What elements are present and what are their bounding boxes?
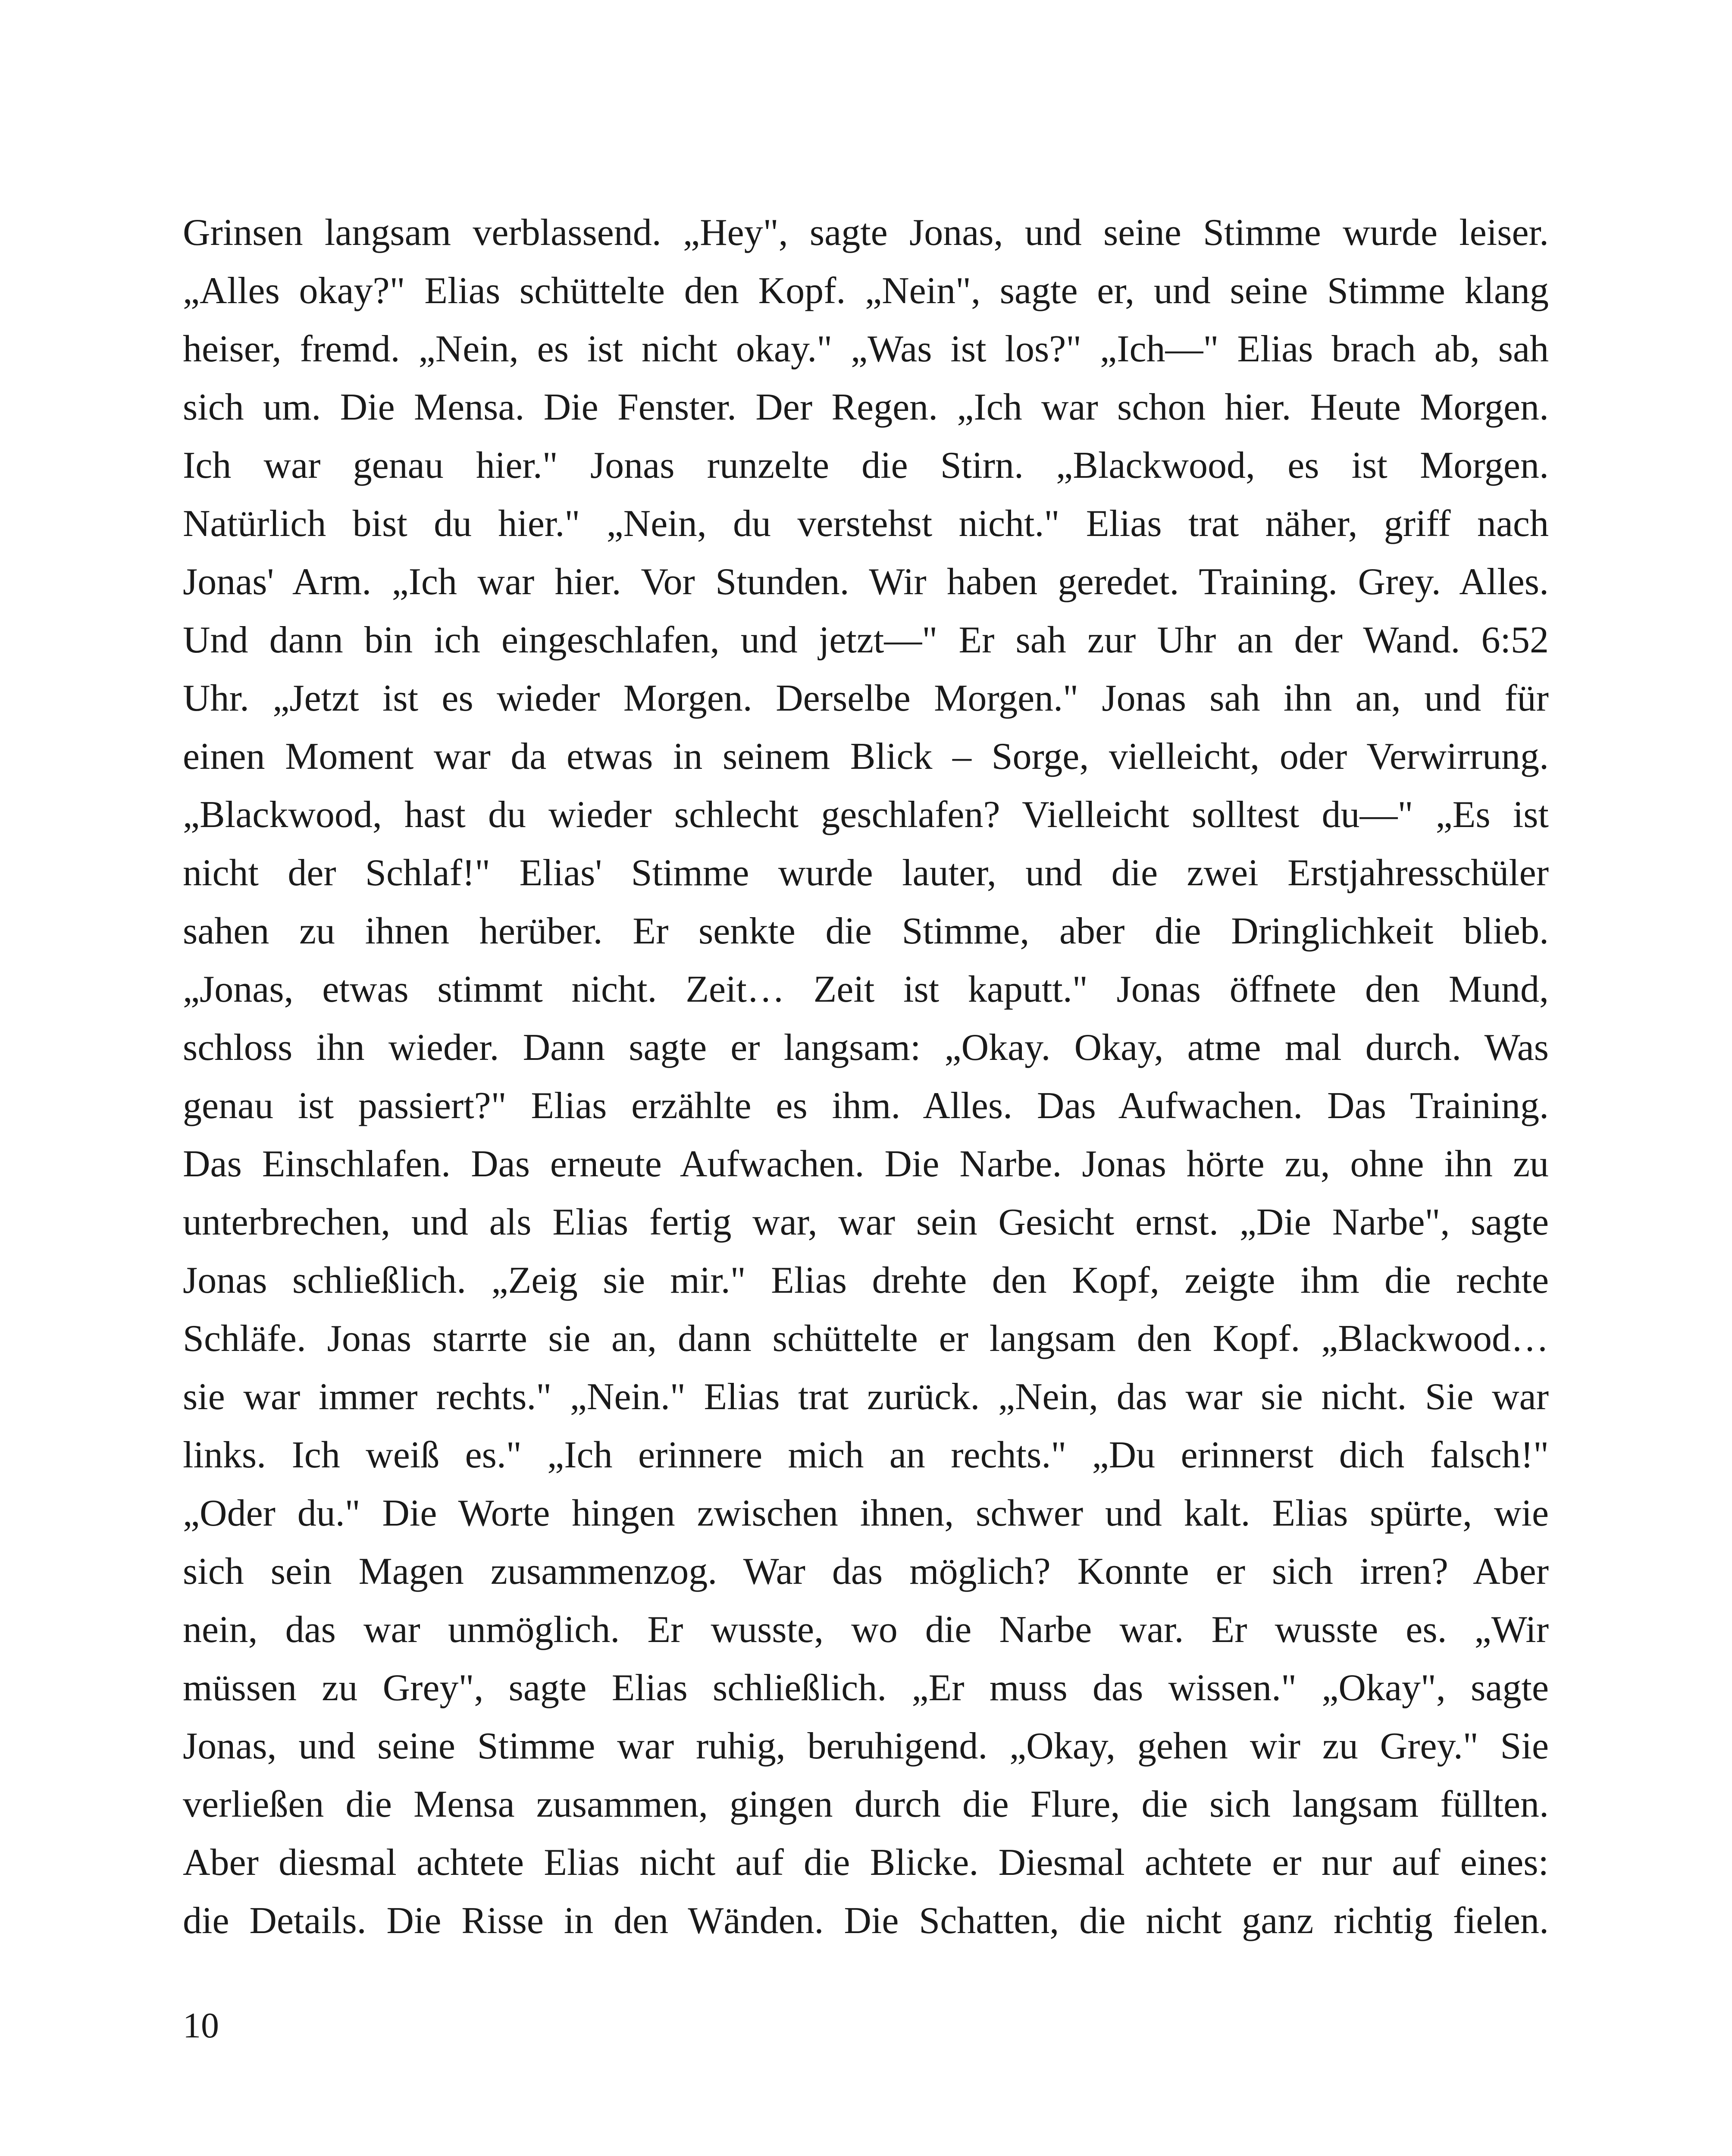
text-line-7: Jonas' Arm. „Ich war hier. Vor Stunden. Wir haben geredet. Training. Grey. Alles. — [183, 561, 1549, 603]
text-line-27: Jonas, und seine Stimme war ruhig, beruhigend. „Okay, gehen wir zu Grey." Sie — [183, 1725, 1549, 1767]
text-line-18: unterbrechen, und als Elias fertig war, war sein Gesicht ernst. „Die Narbe", sagte — [183, 1201, 1549, 1243]
text-line-28: verließen die Mensa zusammen, gingen durch die Flure, die sich langsam füllten. — [183, 1783, 1549, 1825]
text-line-13: sahen zu ihnen herüber. Er senkte die Stimme, aber die Dringlichkeit blieb. — [183, 910, 1549, 952]
page-number: 10 — [183, 2006, 219, 2046]
text-line-9: Uhr. „Jetzt ist es wieder Morgen. Derselbe Morgen." Jonas sah ihn an, und für — [183, 677, 1549, 719]
text-line-1: Grinsen langsam verblassend. „Hey", sagte Jonas, und seine Stimme wurde leiser. — [183, 212, 1549, 254]
text-line-30: die Details. Die Risse in den Wänden. Die Schatten, die nicht ganz richtig fielen. — [183, 1900, 1549, 1942]
text-line-5: Ich war genau hier." Jonas runzelte die Stirn. „Blackwood, es ist Morgen. — [183, 445, 1549, 486]
text-line-29: Aber diesmal achtete Elias nicht auf die Blicke. Diesmal achtete er nur auf eines: — [183, 1842, 1549, 1883]
text-line-20: Schläfe. Jonas starrte sie an, dann schüttelte er langsam den Kopf. „Blackwood… — [183, 1318, 1549, 1360]
text-line-22: links. Ich weiß es." „Ich erinnere mich an rechts." „Du erinnerst dich falsch!" — [183, 1434, 1549, 1476]
text-line-16: genau ist passiert?" Elias erzählte es ihm. Alles. Das Aufwachen. Das Training. — [183, 1085, 1549, 1127]
text-line-21: sie war immer rechts." „Nein." Elias trat zurück. „Nein, das war sie nicht. Sie war — [183, 1376, 1549, 1418]
text-line-11: „Blackwood, hast du wieder schlecht geschlafen? Vielleicht solltest du—" „Es ist — [183, 794, 1549, 836]
text-line-26: müssen zu Grey", sagte Elias schließlich. „Er muss das wissen." „Okay", sagte — [183, 1667, 1549, 1709]
text-line-15: schloss ihn wieder. Dann sagte er langsam: „Okay. Okay, atme mal durch. Was — [183, 1027, 1549, 1069]
text-line-19: Jonas schließlich. „Zeig sie mir." Elias drehte den Kopf, zeigte ihm die rechte — [183, 1260, 1549, 1301]
text-line-12: nicht der Schlaf!" Elias' Stimme wurde lauter, und die zwei Erstjahresschüler — [183, 852, 1549, 894]
text-line-14: „Jonas, etwas stimmt nicht. Zeit… Zeit ist kaputt." Jonas öffnete den Mund, — [183, 968, 1549, 1010]
text-line-3: heiser, fremd. „Nein, es ist nicht okay." „Was ist los?" „Ich—" Elias brach ab, sah — [183, 328, 1549, 370]
text-line-2: „Alles okay?" Elias schüttelte den Kopf. „Nein", sagte er, und seine Stimme klang — [183, 270, 1549, 312]
text-line-17: Das Einschlafen. Das erneute Aufwachen. Die Narbe. Jonas hörte zu, ohne ihn zu — [183, 1143, 1549, 1185]
text-line-10: einen Moment war da etwas in seinem Blick – Sorge, vielleicht, oder Verwirrung. — [183, 736, 1549, 777]
text-line-25: nein, das war unmöglich. Er wusste, wo die Narbe war. Er wusste es. „Wir — [183, 1609, 1549, 1651]
text-line-23: „Oder du." Die Worte hingen zwischen ihnen, schwer und kalt. Elias spürte, wie — [183, 1492, 1549, 1534]
body-text — [183, 204, 1549, 1950]
text-line-4: sich um. Die Mensa. Die Fenster. Der Regen. „Ich war schon hier. Heute Morgen. — [183, 386, 1549, 428]
text-line-24: sich sein Magen zusammenzog. War das möglich? Konnte er sich irren? Aber — [183, 1551, 1549, 1592]
text-line-6: Natürlich bist du hier." „Nein, du verstehst nicht." Elias trat näher, griff nach — [183, 503, 1549, 545]
text-line-8: Und dann bin ich eingeschlafen, und jetzt—" Er sah zur Uhr an der Wand. 6:52 — [183, 619, 1549, 661]
